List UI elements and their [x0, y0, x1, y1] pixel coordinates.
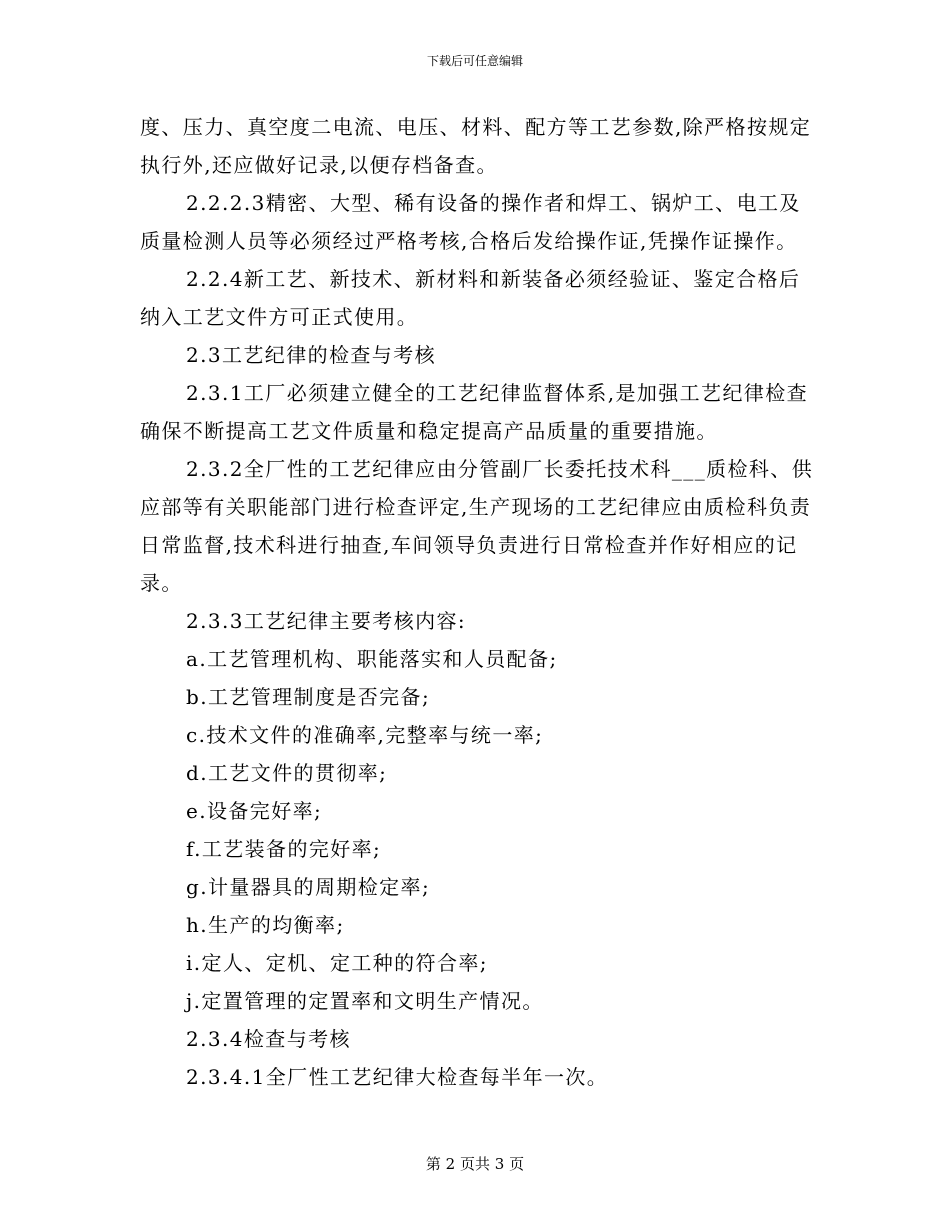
page-footer: 第 2 页共 3 页: [425, 1155, 525, 1173]
paragraph-2-3-1: 2.3.1工厂必须建立健全的工艺纪律监督体系,是加强工艺纪律检查确保不断提高工艺文件质量和稳定提高产品质量的重要措施。: [140, 381, 809, 443]
list-item-a: a.工艺管理机构、职能落实和人员配备;: [186, 647, 558, 671]
list-item-d: d.工艺文件的贯彻率;: [186, 761, 388, 785]
page-header: 下载后可任意编辑: [426, 54, 523, 68]
list-item-g: g.计量器具的周期检定率;: [186, 875, 431, 899]
list-item-b: b.工艺管理制度是否完备;: [186, 685, 431, 709]
list-item-h: h.生产的均衡率;: [186, 913, 345, 937]
paragraph-continuation: 度、压力、真空度二电流、电压、材料、配方等工艺参数,除严格按规定执行外,还应做好记录,以便存档备查。: [140, 115, 812, 177]
paragraph-2-2-4: 2.2.4新工艺、新技术、新材料和新装备必须经验证、鉴定合格后纳入工艺文件方可正式使用。: [140, 267, 801, 329]
list-item-j: j.定置管理的定置率和文明生产情况。: [186, 989, 544, 1013]
paragraph-2-3-3: 2.3.3工艺纪律主要考核内容:: [186, 609, 467, 633]
paragraph-2-3-2: 2.3.2全厂性的工艺纪律应由分管副厂长委托技术科___质检科、供应部等有关职能部门进行检查评定,生产现场的工艺纪律应由质检科负责日常监督,技术科进行抽查,车间领导负责进行日常检查并作好相应的记录。: [140, 457, 814, 595]
section-heading-2-3-4: 2.3.4检查与考核: [186, 1027, 351, 1051]
paragraph-2-3-4-1: 2.3.4.1全厂性工艺纪律大检查每半年一次。: [186, 1065, 609, 1089]
paragraph-2-2-2-3: 2.2.2.3精密、大型、稀有设备的操作者和焊工、锅炉工、电工及质量检测人员等必须经过严格考核,合格后发给操作证,凭操作证操作。: [140, 191, 801, 253]
list-item-f: f.工艺装备的完好率;: [186, 837, 382, 861]
list-item-i: i.定人、定机、定工种的符合率;: [186, 951, 488, 975]
list-item-e: e.设备完好率;: [186, 799, 323, 823]
document-body: [140, 108, 815, 1096]
section-heading-2-3: 2.3工艺纪律的检查与考核: [186, 343, 437, 367]
list-item-c: c.技术文件的准确率,完整率与统一率;: [186, 723, 544, 747]
